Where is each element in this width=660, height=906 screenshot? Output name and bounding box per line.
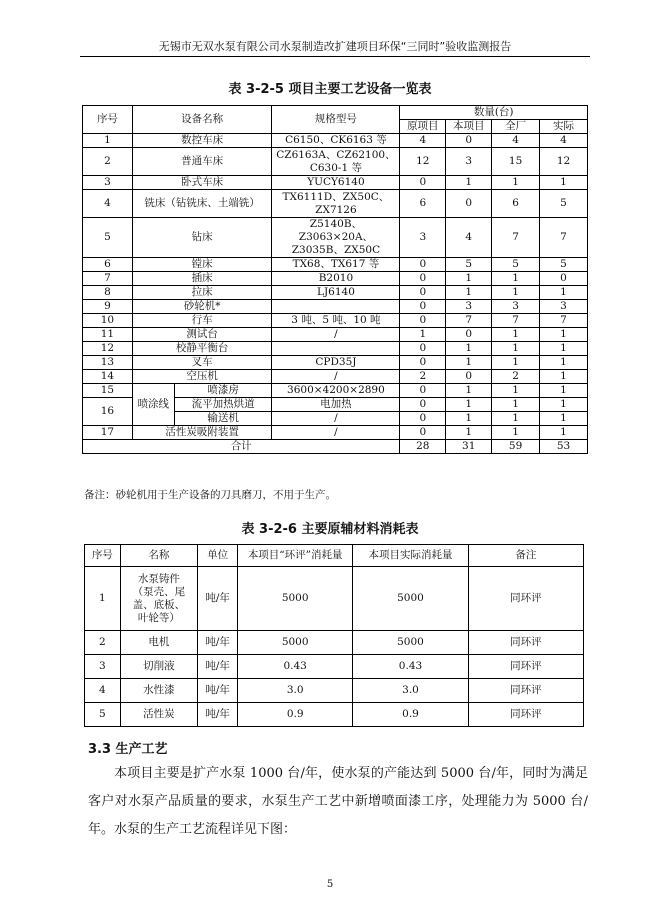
row-actual: 5000 — [353, 631, 468, 655]
row-unit: 吨/年 — [198, 567, 238, 631]
col-actual: 实际 — [540, 120, 588, 134]
row-orig: 6 — [400, 190, 446, 218]
row-actual: 5 — [540, 190, 588, 218]
row-eia: 0.43 — [238, 655, 353, 679]
row-plant: 1 — [492, 426, 540, 440]
row-plant: 1 — [492, 412, 540, 426]
row-orig: 4 — [400, 134, 446, 148]
row-orig: 0 — [400, 314, 446, 328]
total-plant: 59 — [492, 440, 540, 454]
row-no: 17 — [83, 426, 133, 440]
row-actual: 7 — [540, 218, 588, 258]
table1-note: 备注：砂轮机用于生产设备的刀具磨刀，不用于生产。 — [84, 489, 336, 501]
row-actual: 1 — [540, 398, 588, 412]
row-no: 3 — [83, 176, 133, 190]
row-name: 卧式车床 — [132, 176, 272, 190]
row-name: 水泵铸件（泵壳、尾盖、底板、叶轮等） — [120, 567, 198, 631]
row-orig: 0 — [400, 342, 446, 356]
row-eia: 5000 — [238, 631, 353, 655]
row-orig: 12 — [400, 148, 446, 176]
row-no: 3 — [85, 655, 121, 679]
row-orig: 2 — [400, 370, 446, 384]
row-orig: 0 — [400, 384, 446, 398]
row-plant: 3 — [492, 300, 540, 314]
row-name: 镗床 — [132, 258, 272, 272]
row-name: 水性漆 — [120, 679, 198, 703]
row-plant: 6 — [492, 190, 540, 218]
row-no: 4 — [83, 190, 133, 218]
table2-caption: 表 3-2-6 主要原辅材料消耗表 — [241, 522, 419, 537]
row-orig: 3 — [400, 218, 446, 258]
row-spec: LJ6140 — [272, 286, 400, 300]
col-orig: 原项目 — [400, 120, 446, 134]
row-no: 5 — [83, 218, 133, 258]
row-no: 13 — [83, 356, 133, 370]
row-no: 1 — [83, 134, 133, 148]
row-spec — [272, 300, 400, 314]
row-orig: 0 — [400, 286, 446, 300]
row-name: 输送机 — [174, 412, 272, 426]
row-plant: 2 — [492, 370, 540, 384]
row-spec: / — [272, 328, 400, 342]
row-name: 空压机 — [132, 370, 272, 384]
col-actual: 本项目实际消耗量 — [353, 545, 468, 567]
total-label: 合计 — [83, 440, 400, 454]
row-spec: 3 吨、5 吨、10 吨 — [272, 314, 400, 328]
table1-caption: 表 3-2-5 项目主要工艺设备一览表 — [228, 82, 432, 97]
row-name: 喷漆房 — [174, 384, 272, 398]
row-name: 行车 — [132, 314, 272, 328]
row-actual: 1 — [540, 356, 588, 370]
row-orig: 0 — [400, 398, 446, 412]
row-actual: 5 — [540, 258, 588, 272]
table-row — [85, 631, 584, 655]
row-spec: TX6111D、ZX50C、ZX7126 — [272, 190, 400, 218]
table-row — [83, 314, 588, 328]
row-name: 插床 — [132, 272, 272, 286]
row-proj: 1 — [446, 342, 492, 356]
row-no: 1 — [85, 567, 121, 631]
row-proj: 1 — [446, 398, 492, 412]
row-no: 16 — [83, 398, 133, 426]
row-spec: YUCY6140 — [272, 176, 400, 190]
table-row — [83, 272, 588, 286]
table-row — [83, 258, 588, 272]
row-proj: 1 — [446, 272, 492, 286]
row-proj: 1 — [446, 412, 492, 426]
row-unit: 吨/年 — [198, 679, 238, 703]
row-name: 砂轮机* — [132, 300, 272, 314]
table-row — [83, 342, 588, 356]
table-row — [83, 370, 588, 384]
row-no: 10 — [83, 314, 133, 328]
row-actual: 5000 — [353, 567, 468, 631]
col-spec: 规格型号 — [272, 106, 400, 134]
row-name: 流平加热烘道 — [174, 398, 272, 412]
row-spec: TX68、TX617 等 — [272, 258, 400, 272]
row-plant: 1 — [492, 398, 540, 412]
row-orig: 0 — [400, 258, 446, 272]
materials-table — [84, 544, 584, 727]
row-actual: 1 — [540, 412, 588, 426]
row-plant: 1 — [492, 384, 540, 398]
row-name: 叉车 — [132, 356, 272, 370]
row-spec: CZ6163A、CZ62100、C630-1 等 — [272, 148, 400, 176]
row-plant: 1 — [492, 342, 540, 356]
row-unit: 吨/年 — [198, 631, 238, 655]
row-actual: 1 — [540, 426, 588, 440]
row-no: 14 — [83, 370, 133, 384]
row-spec: CPD35J — [272, 356, 400, 370]
row-plant: 7 — [492, 218, 540, 258]
row-actual: 7 — [540, 314, 588, 328]
row-spec: 3600×4200×2890 — [272, 384, 400, 398]
row-proj: 0 — [446, 134, 492, 148]
row-actual: 3 — [540, 300, 588, 314]
col-name: 名称 — [120, 545, 198, 567]
body-paragraph: 本项目主要是扩产水泵 1000 台/年，使水泵的产能达到 5000 台/年，同时为满足客户对水泵产品质量的要求，水泵生产工艺中新增喷面漆工序，处理能力为 5000 台/年。水泵的生产工艺流程详见下图： — [88, 766, 588, 837]
table-row — [83, 286, 588, 300]
row-proj: 1 — [446, 384, 492, 398]
row-name: 铣床（钻铣床、土端铣） — [132, 190, 272, 218]
page-number: 5 — [326, 879, 334, 890]
row-name: 钻床 — [132, 218, 272, 258]
row-proj: 0 — [446, 190, 492, 218]
row-spec: / — [272, 412, 400, 426]
row-no: 12 — [83, 342, 133, 356]
table-row — [85, 703, 584, 727]
total-orig: 28 — [400, 440, 446, 454]
table-row — [83, 426, 588, 440]
row-eia: 3.0 — [238, 679, 353, 703]
row-proj: 7 — [446, 314, 492, 328]
table-row — [83, 328, 588, 342]
table-row — [83, 148, 588, 176]
row-name: 数控车床 — [132, 134, 272, 148]
row-proj: 3 — [446, 148, 492, 176]
col-proj: 本项目 — [446, 120, 492, 134]
row-name: 普通车床 — [132, 148, 272, 176]
row-orig: 0 — [400, 356, 446, 370]
table-row — [83, 176, 588, 190]
row-actual: 0 — [540, 272, 588, 286]
total-actual: 53 — [540, 440, 588, 454]
row-actual: 0.9 — [353, 703, 468, 727]
row-proj: 1 — [446, 176, 492, 190]
table-row — [83, 356, 588, 370]
table-row — [85, 567, 584, 631]
row-name: 测试台 — [132, 328, 272, 342]
row-actual: 1 — [540, 328, 588, 342]
row-proj: 0 — [446, 370, 492, 384]
row-orig: 0 — [400, 412, 446, 426]
row-orig: 0 — [400, 176, 446, 190]
row-spec — [272, 342, 400, 356]
row-orig: 0 — [400, 300, 446, 314]
row-plant: 1 — [492, 272, 540, 286]
row-plant: 1 — [492, 356, 540, 370]
row-actual: 1 — [540, 342, 588, 356]
table-row — [85, 679, 584, 703]
col-no: 序号 — [85, 545, 121, 567]
row-plant: 1 — [492, 176, 540, 190]
row-actual: 1 — [540, 384, 588, 398]
row-no: 11 — [83, 328, 133, 342]
row-actual: 1 — [540, 286, 588, 300]
row-name: 切削液 — [120, 655, 198, 679]
col-qty: 数量(台) — [400, 106, 588, 120]
row-spec: / — [272, 370, 400, 384]
row-remark: 同环评 — [468, 703, 583, 727]
row-proj: 1 — [446, 426, 492, 440]
row-no: 5 — [85, 703, 121, 727]
row-spec: B2010 — [272, 272, 400, 286]
row-orig: 1 — [400, 328, 446, 342]
row-no: 9 — [83, 300, 133, 314]
row-proj: 5 — [446, 258, 492, 272]
total-row — [83, 440, 588, 454]
col-eia: 本项目“环评”消耗量 — [238, 545, 353, 567]
row-plant: 7 — [492, 314, 540, 328]
row-spec: / — [272, 426, 400, 440]
row-orig: 0 — [400, 426, 446, 440]
row-proj: 1 — [446, 356, 492, 370]
row-orig: 0 — [400, 272, 446, 286]
row-unit: 吨/年 — [198, 703, 238, 727]
row-proj: 3 — [446, 300, 492, 314]
row-no: 7 — [83, 272, 133, 286]
col-unit: 单位 — [198, 545, 238, 567]
row-proj: 0 — [446, 328, 492, 342]
row-no: 2 — [85, 631, 121, 655]
row-name: 校静平衡台 — [132, 342, 272, 356]
row-spec: Z5140B、Z3063×20A、Z3035B、ZX50C — [272, 218, 400, 258]
row-plant: 15 — [492, 148, 540, 176]
row-no: 2 — [83, 148, 133, 176]
table-row — [83, 134, 588, 148]
table-row — [83, 384, 588, 398]
group-label: 喷涂线 — [132, 384, 174, 426]
row-remark: 同环评 — [468, 655, 583, 679]
table-row — [85, 655, 584, 679]
row-remark: 同环评 — [468, 631, 583, 655]
row-plant: 5 — [492, 258, 540, 272]
row-plant: 1 — [492, 286, 540, 300]
row-actual: 12 — [540, 148, 588, 176]
row-proj: 1 — [446, 286, 492, 300]
table-row — [83, 218, 588, 258]
col-plant: 全厂 — [492, 120, 540, 134]
row-name: 电机 — [120, 631, 198, 655]
row-actual: 4 — [540, 134, 588, 148]
row-unit: 吨/年 — [198, 655, 238, 679]
row-plant: 4 — [492, 134, 540, 148]
row-name: 活性炭吸附装置 — [132, 426, 272, 440]
col-name: 设备名称 — [132, 106, 272, 134]
row-eia: 5000 — [238, 567, 353, 631]
section-title: 3.3 生产工艺 — [88, 742, 168, 757]
row-name: 活性炭 — [120, 703, 198, 727]
row-no: 15 — [83, 384, 133, 398]
row-remark: 同环评 — [468, 567, 583, 631]
equipment-table — [82, 105, 588, 454]
row-actual: 3.0 — [353, 679, 468, 703]
row-no: 4 — [85, 679, 121, 703]
row-remark: 同环评 — [468, 679, 583, 703]
col-no: 序号 — [83, 106, 133, 134]
header-rule — [80, 56, 590, 57]
row-spec: 电加热 — [272, 398, 400, 412]
row-spec: C6150、CK6163 等 — [272, 134, 400, 148]
total-proj: 31 — [446, 440, 492, 454]
row-actual: 1 — [540, 370, 588, 384]
row-no: 8 — [83, 286, 133, 300]
table-row — [83, 300, 588, 314]
col-remark: 备注 — [468, 545, 583, 567]
row-eia: 0.9 — [238, 703, 353, 727]
row-actual: 1 — [540, 176, 588, 190]
row-plant: 1 — [492, 328, 540, 342]
row-proj: 4 — [446, 218, 492, 258]
row-actual: 0.43 — [353, 655, 468, 679]
row-no: 6 — [83, 258, 133, 272]
running-header: 无锡市无双水泵有限公司水泵制造改扩建项目环保“三同时”验收监测报告 — [158, 40, 512, 53]
row-name: 拉床 — [132, 286, 272, 300]
table-row — [83, 190, 588, 218]
